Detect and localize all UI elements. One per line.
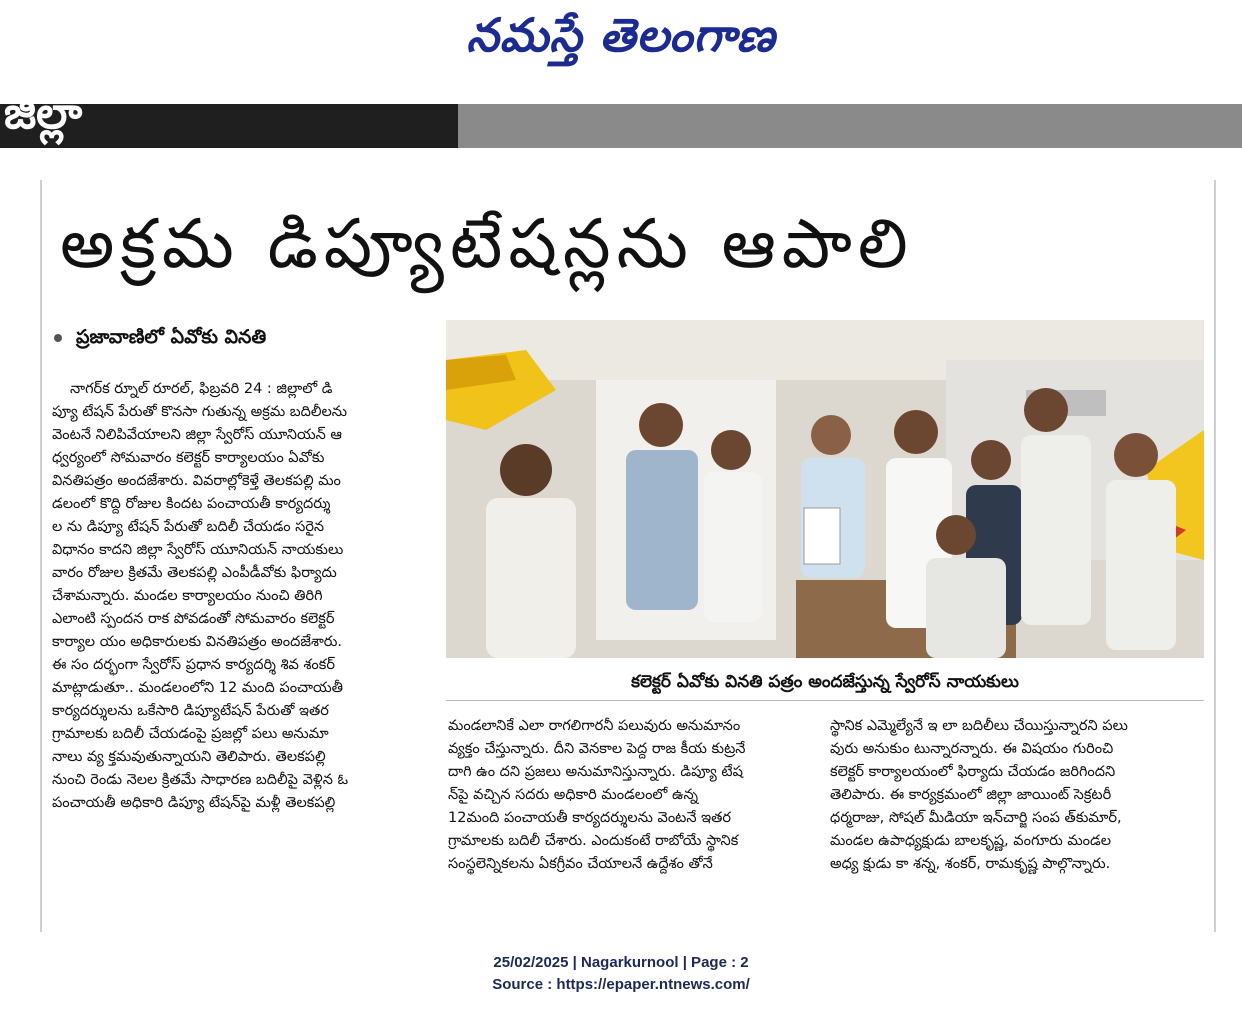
bullet-icon (54, 334, 62, 342)
article-column-1 (52, 378, 422, 918)
text-line: చేశామన్నారు. మండల కార్యాలయం నుంచి తిరిగి (52, 588, 323, 604)
footer-date-edition: 25/02/2025 | Nagarkurnool | Page : 2 (493, 954, 749, 971)
text-line: వినతిపత్రం అందజేశారు. వివరాల్లోకెళ్తే తెలకపల్లి మం (52, 473, 341, 489)
newspaper-logo: నమస్తే తెలంగాణ (466, 8, 776, 62)
text-line: ధ్వర్యంలో సోమవారం కలెక్టర్ కార్యాలయం ఏవోకు (52, 450, 325, 466)
text-line: గ్రామాలకు బదిలీ చేయడంపై ప్రజల్లో పలు అనుమా (52, 726, 329, 742)
text-line: నాగర్‌క ర్నూల్ రూరల్, ఫిబ్రవరి 24 : జిల్లాలో డి (70, 381, 333, 397)
text-line: నాలు వ్య క్తమవుతున్నాయని తెలిపారు. తెలకపల్లి (52, 749, 326, 765)
text-line: న్‌పై వచ్చిన సదరు అధికారి మండలంలో ఉన్న (448, 787, 699, 803)
text-line: మండల ఉపాధ్యక్షుడు బాలకృష్ణ, వంగూరు మండల (830, 833, 1112, 849)
photo-illustration (446, 320, 1204, 658)
section-band-gray (458, 104, 1242, 148)
text-line: వెంటనే నిలిపివేయాలని జిల్లా స్వేరోస్ యూనియన్ ఆ (52, 427, 342, 443)
photo-caption: కలెక్టర్ ఏవోకు వినతి పత్రం అందజేస్తున్న స్వేరోస్ నాయకులు (446, 664, 1204, 701)
section-band-dark (0, 88, 458, 148)
text-line: ధర్మరాజు, సోషల్ మీడియా ఇన్‌చార్జి సంప త్‌కుమార్, (830, 810, 1122, 826)
headline: అక్రమ డిప్యూటేషన్లను ఆపాలి (60, 205, 914, 284)
news-photo (446, 320, 1204, 658)
text-line: మండలానికే ఎలా రాగలిగారనీ పలువురు అనుమానం (448, 718, 741, 734)
text-line: సంస్థలెన్నికలను ఏకగ్రీవం చేయాలనే ఉద్దేశం తోనే (448, 856, 713, 872)
article-column-3 (830, 715, 1192, 905)
text-line: ప్యూ టేషన్ పేరుతో కొనసా గుతున్న అక్రమ బదిలీలను (52, 404, 348, 420)
footer-source[interactable]: Source : https://epaper.ntnews.com/ (492, 976, 750, 993)
text-line: ల ను డిప్యూ టేషన్ పేరుతో బదిలీ చేయడం సరైన (52, 519, 325, 535)
text-line: కార్యదర్శులను ఒకేసారి డిప్యూటేషన్ పేరుతో ఇతర (52, 703, 329, 719)
section-label: జిల్లా (4, 88, 83, 139)
text-line: నుంచి రెండు నెలల క్రితమే సాధారణ బదిలీపై వెళ్లిన ఓ (52, 772, 349, 788)
subheading (54, 326, 266, 356)
text-line: పంచాయతీ అధికారి డిప్యూ టేషన్‌పై మళ్లీ తెలకపల్లి (52, 795, 336, 811)
text-line: ఎలాంటి స్పందన రాక పోవడంతో సోమవారం కలెక్టర్ (52, 611, 335, 627)
text-line: కలెక్టర్ కార్యాలయంలో ఫిర్యాదు చేయడం జరిగిందని (830, 764, 1116, 780)
text-line: అధ్య క్షుడు కా శన్న, శంకర్, రామకృష్ణ పాల్గొన్నారు. (830, 856, 1111, 872)
text-line: వురు అనుకుం టున్నారన్నారు. ఈ విషయం గురించి (830, 741, 1114, 757)
text-line: విధానం కాదని జిల్లా స్వేరోస్ యూనియన్ నాయకులు (52, 542, 344, 558)
text-line: వ్యక్తం చేస్తున్నారు. దీని వెనకాల పెద్ద రాజ కీయ కుట్రనే (448, 741, 746, 757)
article-column-2 (448, 715, 810, 905)
text-line: స్థానిక ఎమ్మెల్యేనే ఇ లా బదిలీలు చేయిస్తున్నారని పలు (830, 718, 1128, 734)
section-band (0, 88, 1242, 148)
page-footer (0, 952, 1242, 996)
text-line: 12మంది పంచాయతీ కార్యదర్శులను వెంటనే ఇతర (448, 810, 732, 826)
text-line: ఈ సం దర్భంగా స్వేరోస్ ప్రధాన కార్యదర్శి శివ శంకర్ (52, 657, 335, 673)
text-line: మాట్లాడుతూ.. మండలంలోని 12 మంది పంచాయతీ (52, 680, 344, 696)
text-line: కార్యాల యం అధికారులకు వినతిపత్రం అందజేశారు. (52, 634, 342, 650)
masthead (0, 0, 1242, 100)
text-line: గ్రామాలకు బదిలీ చేశారు. ఎందుకంటే రాబోయే స్థానిక (448, 833, 739, 849)
text-line: వారం రోజుల క్రితమే తెలకపల్లి ఎంపీడీవోకు ఫిర్యాదు (52, 565, 337, 581)
text-line: తెలిపారు. ఈ కార్యక్రమంలో జిల్లా జాయింట్ సెక్రటరీ (830, 787, 1112, 803)
subheading-text: ప్రజావాణిలో ఏవోకు వినతి (76, 326, 267, 348)
text-line: డలంలో కొద్ది రోజుల కిందట పంచాయతీ కార్యదర్శు (52, 496, 331, 512)
text-line: దాగి ఉం దని ప్రజలు అనుమానిస్తున్నారు. డిప్యూ టేష (448, 764, 743, 780)
